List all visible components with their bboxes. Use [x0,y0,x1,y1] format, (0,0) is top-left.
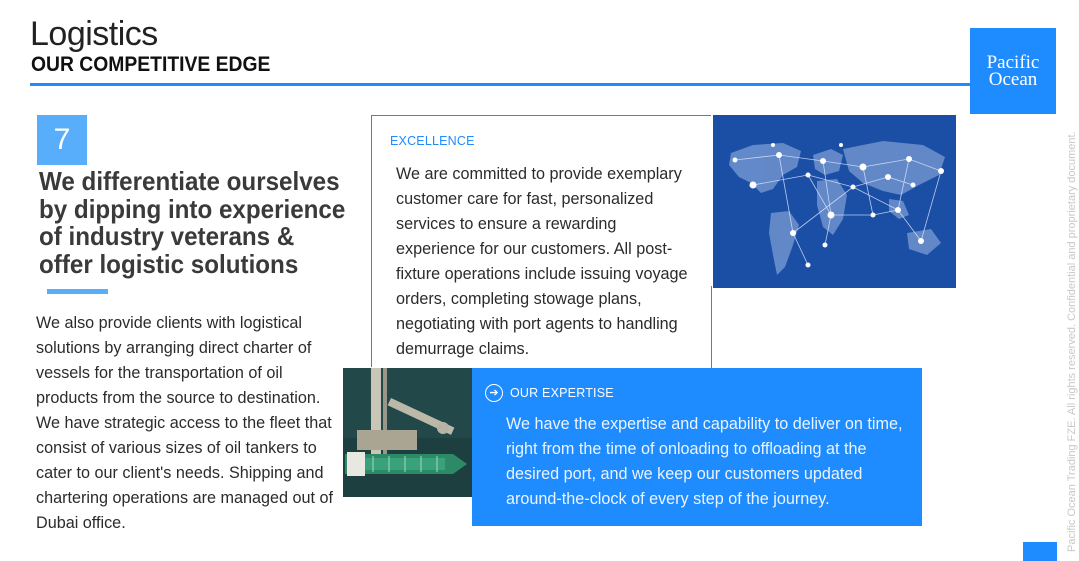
corner-accent [1023,542,1057,561]
expertise-label: OUR EXPERTISE [510,386,614,400]
confidentiality-note: Pacific Ocean Trading FZE. All rights reserved. Confidential and proprietary document. [1066,131,1078,552]
section-headline: We differentiate ourselves by dipping into experience of industry veterans & offer logistic solutions [39,166,346,279]
headline-underline [47,289,108,294]
excellence-card-border [711,286,712,368]
header-divider [30,83,975,86]
section-number-badge: 7 [37,115,87,165]
oil-tanker-aerial-image [343,368,472,497]
excellence-label: EXCELLENCE [390,134,475,148]
company-logo [970,28,1056,114]
arrow-circle-icon: ➔ [485,384,503,402]
logo-text-line2: Ocean [988,69,1038,90]
page-subtitle: OUR COMPETITIVE EDGE [31,53,271,76]
expertise-text: We have the expertise and capability to deliver on time, right from the time of onloading to offloading at the desired port, and we keep our customers updated around-the-clock of every step of the journey. [506,415,903,508]
excellence-text: We are committed to provide exemplary customer care for fast, personalized services to ensure a rewarding experience for our customers. All post-fixture operations include issuing voyage orders, completing stowage plans, negotiating with port agents to handling demurrage claims. [396,165,688,358]
body-paragraph: We also provide clients with logistical solutions by arranging direct charter of vessels for the transportation of oil products from the source to destination. We have strategic access to the fleet that consist of various sizes of oil tankers to cater to our client's needs. Shipping and chartering operations are managed out of Dubai office. [36,314,333,532]
logo-text-line1: Pacific [986,52,1040,73]
world-network-map-image [713,115,956,288]
page-title: Logistics [30,15,158,53]
